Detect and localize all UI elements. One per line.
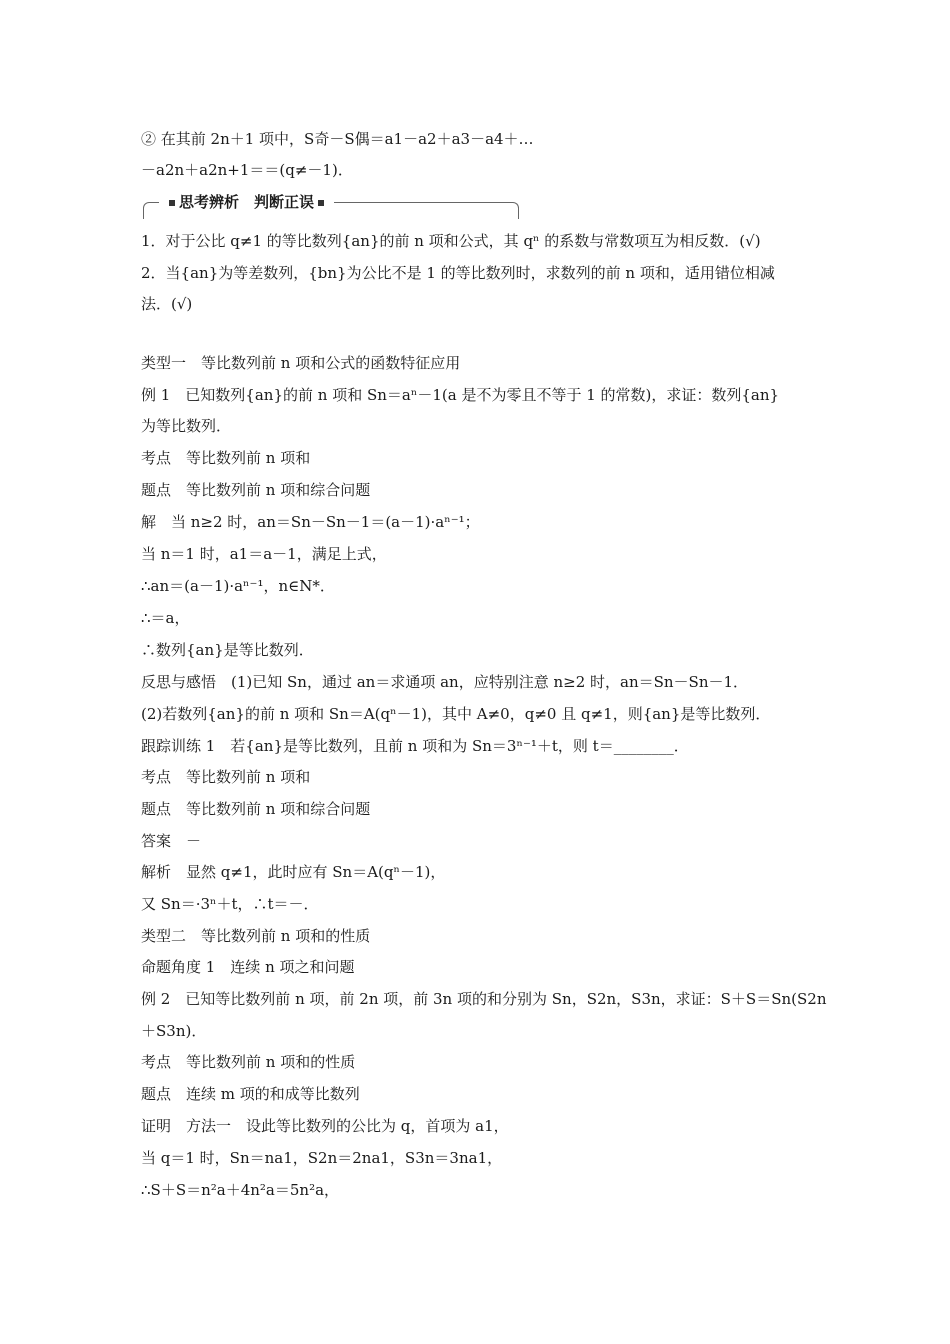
- text-line: ∴＝a，: [141, 609, 190, 627]
- square-bullet-icon: [318, 200, 324, 206]
- text-line: ∴S＋S＝n²a＋4n²a＝5n²a，: [141, 1181, 340, 1199]
- text-line: 当 q＝1 时，Sn＝na1，S2n＝2na1，S3n＝3na1，: [141, 1149, 503, 1167]
- text-line: 命题角度 1 连续 n 项之和问题: [141, 958, 355, 976]
- text-line: (2)若数列{an}的前 n 项和 Sn＝A(qⁿ－1)，其中 A≠0，q≠0 且 q≠1，则{an}是等比数列．: [141, 705, 771, 723]
- section-heading: 类型一 等比数列前 n 项和公式的函数特征应用: [141, 354, 461, 372]
- text-line: －a2n＋a2n+1＝＝(q≠－1)．: [141, 161, 353, 179]
- text-line: 解 当 n≥2 时，an＝Sn－Sn－1＝(a－1)·aⁿ⁻¹；: [141, 513, 480, 531]
- text-line: 考点 等比数列前 n 项和的性质: [141, 1053, 356, 1071]
- text-line: 当 n＝1 时，a1＝a－1，满足上式，: [141, 545, 387, 563]
- text-line: 考点 等比数列前 n 项和: [141, 449, 311, 467]
- text-line: ∴an＝(a－1)·aⁿ⁻¹，n∈N*．: [141, 577, 335, 595]
- square-bullet-icon: [169, 200, 175, 206]
- text-line: 又 Sn＝·3ⁿ＋t，∴t＝－．: [141, 895, 319, 913]
- section-banner: [143, 194, 519, 218]
- text-line: 答案 －: [141, 832, 202, 850]
- text-line: ② 在其前 2n＋1 项中，S奇－S偶＝a1－a2＋a3－a4＋…: [141, 130, 534, 148]
- text-line: 法．(√): [141, 295, 193, 313]
- text-line: 题点 连续 m 项的和成等比数列: [141, 1085, 360, 1103]
- banner-title: 思考辨析 判断正误: [179, 193, 315, 211]
- section-heading: 类型二 等比数列前 n 项和的性质: [141, 927, 371, 945]
- text-line: 例 1 已知数列{an}的前 n 项和 Sn＝aⁿ－1(a 是不为零且不等于 1 的常数)，求证：数列{an}: [141, 386, 780, 404]
- text-line: 反思与感悟 (1)已知 Sn，通过 an＝求通项 an，应特别注意 n≥2 时，an＝Sn－Sn－1．: [141, 673, 749, 691]
- text-line: 为等比数列．: [141, 417, 232, 435]
- text-line: 2．当{an}为等差数列，{bn}为公比不是 1 的等比数列时，求数列的前 n 项和，适用错位相减: [141, 264, 775, 282]
- text-line: 题点 等比数列前 n 项和综合问题: [141, 481, 371, 499]
- text-line: ∴数列{an}是等比数列．: [141, 641, 314, 659]
- text-line: ＋S3n)．: [141, 1022, 207, 1040]
- text-line: 证明 方法一 设此等比数列的公比为 q，首项为 a1，: [141, 1117, 509, 1135]
- text-line: 解析 显然 q≠1，此时应有 Sn＝A(qⁿ－1)，: [141, 863, 446, 881]
- text-line: 例 2 已知等比数列前 n 项，前 2n 项，前 3n 项的和分别为 Sn，S2n，S3n，求证：S＋S＝Sn(S2n: [141, 990, 827, 1008]
- text-line: 题点 等比数列前 n 项和综合问题: [141, 800, 371, 818]
- text-line: 考点 等比数列前 n 项和: [141, 768, 311, 786]
- text-line: 1．对于公比 q≠1 的等比数列{an}的前 n 项和公式，其 qⁿ 的系数与常数项互为相反数．(√): [141, 232, 761, 250]
- text-line: 跟踪训练 1 若{an}是等比数列，且前 n 项和为 Sn＝3ⁿ⁻¹＋t，则 t＝________．: [141, 737, 689, 755]
